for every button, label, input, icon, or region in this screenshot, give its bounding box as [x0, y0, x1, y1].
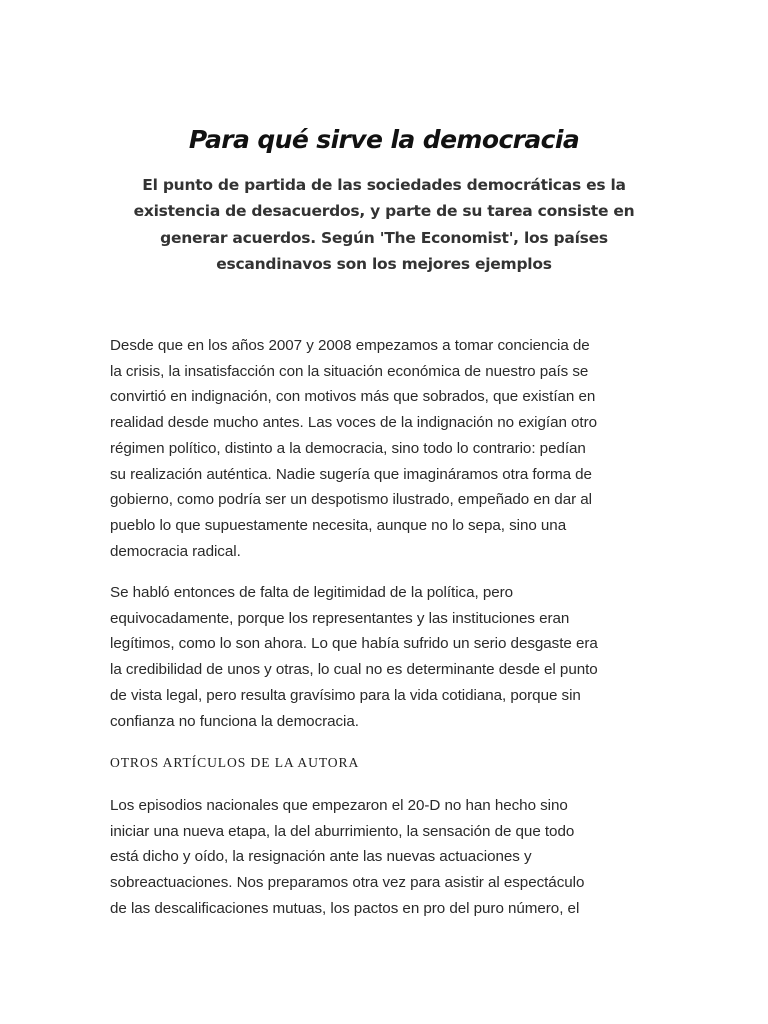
text-line: Los episodios nacionales que empezaron el 20-D no han hecho sino	[110, 797, 568, 814]
paragraph-1	[110, 333, 670, 564]
text-line: la crisis, la insatisfacción con la situación económica de nuestro país se	[110, 362, 589, 380]
text-line: está dicho y oído, la resignación ante las nuevas actuaciones y	[110, 848, 532, 866]
text-line: Desde que en los años 2007 y 2008 empezamos a tomar conciencia de	[110, 337, 590, 354]
text-line: Se habló entonces de falta de legitimidad de la política, pero	[110, 584, 514, 601]
text-line: pueblo lo que supuestamente necesita, aunque no lo sepa, sino una	[110, 516, 567, 534]
paragraph-3	[110, 793, 670, 922]
text-line: sobreactuaciones. Nos preparamos otra vez para asistir al espectáculo	[110, 874, 585, 892]
text-line: la credibilidad de unos y otras, lo cual no es determinante desde el punto	[110, 661, 598, 679]
text-line: realidad desde mucho antes. Las voces de la indignación no exigían otro	[110, 414, 597, 432]
text-line: régimen político, distinto a la democracia, sino todo lo contrario: pedían	[110, 439, 586, 457]
text-line: equivocadamente, porque los representantes y las instituciones eran	[110, 609, 570, 627]
text-line: democracia radical.	[110, 542, 241, 560]
text-line: de vista legal, pero resulta gravísimo para la vida cotidiana, porque sin	[110, 686, 581, 704]
text-line: gobierno, como podría ser un despotismo ilustrado, empeñado en dar al	[110, 491, 593, 509]
text-line: de las descalificaciones mutuas, los pactos en pro del puro número, el	[110, 899, 580, 917]
text-line: su realización auténtica. Nadie sugería que imagináramos otra forma de	[110, 465, 592, 483]
article-title: Para qué sirve la democracia	[188, 125, 580, 154]
text-line: iniciar una nueva etapa, la del aburrimiento, la sensación de que todo	[110, 822, 575, 840]
related-articles-section	[110, 752, 670, 774]
related-articles-heading: OTROS ARTÍCULOS DE LA AUTORA	[110, 755, 360, 770]
article-subtitle: El punto de partida de las sociedades democráticas es la existencia de desacuerdos, y parte de su tarea consiste en generar acuerdos. Según 'The Economist', los países escandinavos son los mejores ejemplos	[133, 176, 635, 273]
paragraph-2	[110, 580, 670, 734]
text-line: convirtió en indignación, con motivos más que sobrados, que existían en	[110, 388, 596, 406]
text-line: legítimos, como lo son ahora. Lo que había sufrido un serio desgaste era	[110, 635, 598, 653]
text-line: confianza no funciona la democracia.	[110, 712, 359, 730]
